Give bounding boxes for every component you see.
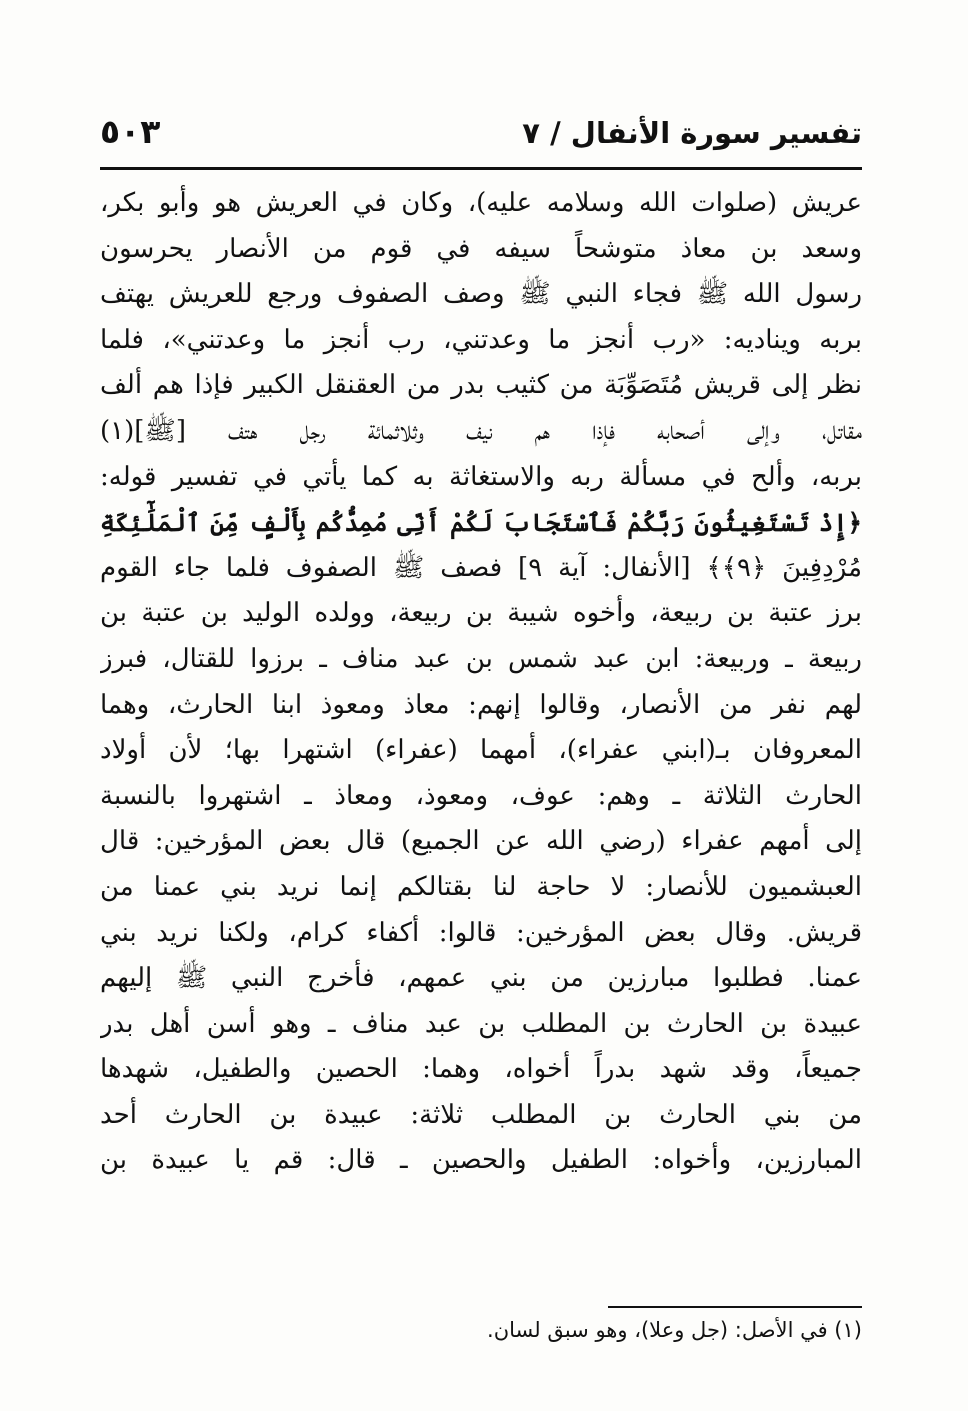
text-line: من بني الحارث بن المطلب ثلاثة: عبيدة بن الحارث أحد (100, 1099, 862, 1130)
text-line: بربه، وألح في مسألة ربه والاستغاثة به كما يأتي في تفسير قوله: (100, 461, 862, 492)
footnote: (١) في الأصل: (جل وعلا)، وهو سبق لسان. (487, 1318, 862, 1342)
text-line: لهم نفر من الأنصار، وقالوا إنهم: معاذ ومعوذ ابنا الحارث، وهما (100, 689, 862, 720)
text-line: المبارزين، وأخواه: الطفيل والحصين ـ قال: قم يا عبيدة بن (100, 1145, 862, 1176)
quran-verse-line: مُرْدِفِينَ ﴿٩﴾﴾ [الأنفال: آية ٩] فصف ﷺ الصفوف فلما جاء القوم (100, 552, 862, 583)
text-line: بربه ويناديه: «رب أنجز ما وعدتني، رب أنجز ما وعدتني»، فلما (100, 324, 862, 355)
text-line: وسعد بن معاذ متوشحاً سيفه في قوم من الأنصار يحرسون (100, 233, 862, 264)
text-line: الحارث الثلاثة ـ وهم: عوف، ومعوذ، ومعاذ ـ اشتهروا بالنسبة (100, 780, 862, 811)
text-line: نظر إلى قريش مُتَصَوِّبَة من كثيب بدر من العقنقل الكبير فإذا هم ألف (100, 370, 862, 401)
text-line: ربيعة ـ وربيعة: ابن عبد شمس بن عبد مناف ـ برزوا للقتال، فبرز (100, 643, 862, 674)
text-line: عريش (صلوات الله وسلامه عليه)، وكان في العريش هو وأبو بكر، (100, 188, 862, 218)
header-divider (100, 167, 862, 170)
text-line: عبيدة بن الحارث بن المطلب بن عبد مناف ـ وهو أسن أهل بدر (100, 1008, 862, 1039)
text-line: جميعاً، وقد شهد بدراً أخواه، وهما: الحصين والطفيل، شهدها (100, 1054, 862, 1085)
text-line: المعروفان بـ(ابني عفراء)، أمهما (عفراء) اشتهرا بها؛ لأن أولاد (100, 735, 862, 766)
body-text (100, 181, 862, 1184)
chapter-title: تفسير سورة الأنفال / ٧ (522, 116, 862, 150)
footnote-divider (608, 1306, 862, 1308)
text-line: العبشميون للأنصار: لا حاجة لنا بقتالكم إنما نريد بني عمنا من (100, 871, 862, 902)
text-line: قريش. وقال بعض المؤرخين: قالوا: أكفاء كرام، ولكنا نريد بني (100, 917, 862, 948)
running-header (100, 112, 862, 162)
text-line: مقاتل، وإلى أصحابه فإذا هم نيف وثلاثمائة رجل هتف [ﷺ](١) (100, 415, 862, 446)
text-line: عمنا. فطلبوا مبارزين من بني عمهم، فأخرج النبي ﷺ إليهم (100, 963, 862, 994)
quran-verse-line: ﴿إِذْ تَسْتَغِيثُونَ رَبَّكُمْ فَٱسْتَجَابَ لَكُمْ أَنِّى مُمِدُّكُم بِأَلْفٍ مِّنَ ٱلْمَلَٰٓئِكَةِ (100, 508, 862, 538)
text-line: برز عتبة بن ربيعة، وأخوه شيبة بن ربيعة، وولده الوليد بن عتبة بن (100, 598, 862, 629)
text-line: إلى أمهم عفراء (رضي الله عن الجميع) قال بعض المؤرخين: قال (100, 826, 862, 857)
page-number: ٥٠٣ (100, 112, 161, 151)
text-line: رسول الله ﷺ فجاء النبي ﷺ وصف الصفوف ورجع للعريش يهتف (100, 279, 862, 310)
